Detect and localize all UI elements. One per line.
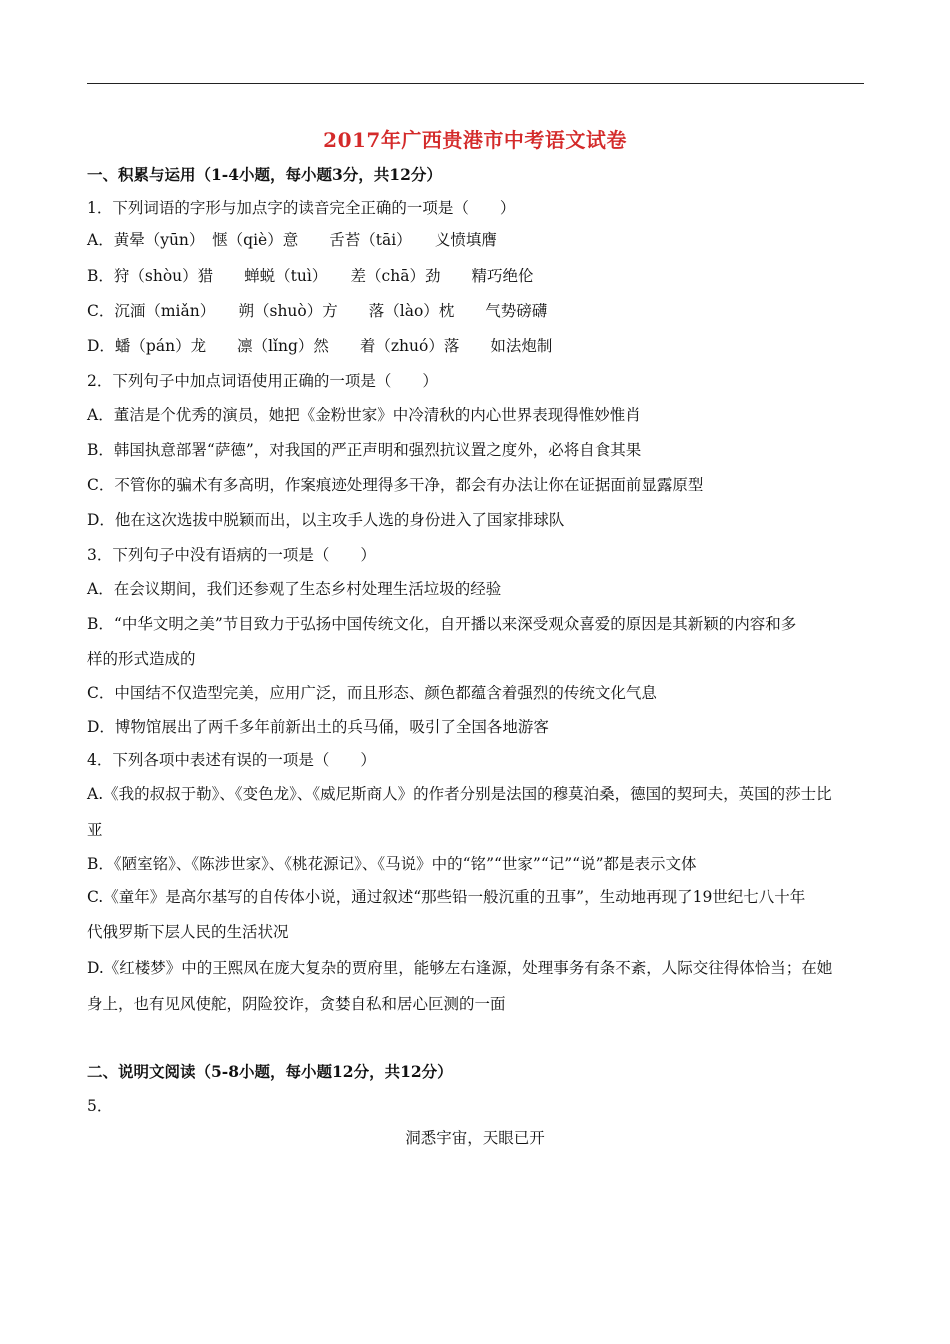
q3-option-b-line1: B．“中华文明之美”节目致力于弘扬中国传统文化，自开播以来深受观众喜爱的原因是其新颖的内容和多 [87, 615, 797, 633]
section-2-heading: 二、说明文阅读（5-8小题，每小题12分，共12分） [87, 1062, 453, 1081]
q3-option-d: D．博物馆展出了两千多年前新出土的兵马俑，吸引了全国各地游客 [87, 718, 549, 736]
page-title: 2017年广西贵港市中考语文试卷 [323, 128, 627, 152]
q1-option-c: C．沉湎（miǎn） 朔（shuò）方 落（lào）枕 气势磅礴 [87, 302, 548, 320]
q1-option-d: D．蟠（pán）龙 凛（lǐng）然 着（zhuó）落 如法炮制 [87, 337, 553, 355]
q2-option-d: D．他在这次选拔中脱颖而出，以主攻手人选的身份进入了国家排球队 [87, 511, 565, 529]
q2-option-b: B．韩国执意部署“萨德”，对我国的严正声明和强烈抗议置之度外，必将自食其果 [87, 441, 642, 459]
q2-option-a: A．董洁是个优秀的演员，她把《金粉世家》中冷清秋的内心世界表现得惟妙惟肖 [87, 406, 641, 424]
article-title: 洞悉宇宙，天眼已开 [405, 1129, 545, 1147]
section-1-heading: 一、积累与运用（1-4小题，每小题3分，共12分） [87, 165, 442, 184]
q3-option-a: A．在会议期间，我们还参观了生态乡村处理生活垃圾的经验 [87, 580, 502, 598]
q4-option-b: B．《陋室铭》、《陈涉世家》、《桃花源记》、《马说》中的“铭”“世家”“记”“说”都是表示文体 [87, 855, 697, 873]
q4-option-a-line2: 亚 [87, 821, 103, 839]
q1-stem: 1．下列词语的字形与加点字的读音完全正确的一项是（ ） [87, 199, 516, 217]
q4-stem: 4．下列各项中表述有误的一项是（ ） [87, 751, 376, 769]
q1-option-b: B．狩（shòu）猎 蝉蜕（tuì） 差（chā）劲 精巧绝伦 [87, 267, 534, 285]
q4-option-a-line1: A.《我的叔叔于勒》、《变色龙》、《威尼斯商人》的作者分别是法国的穆莫泊桑，德国的契珂夫，英国的莎士比 [87, 785, 832, 803]
q3-stem: 3．下列句子中没有语病的一项是（ ） [87, 546, 376, 564]
q3-option-b-line2: 样的形式造成的 [87, 650, 196, 668]
q5-number: 5． [87, 1097, 113, 1115]
q4-option-d-line2: 身上，也有见风使舵，阴险狡诈，贪婪自私和居心叵测的一面 [87, 995, 506, 1013]
q2-stem: 2．下列句子中加点词语使用正确的一项是（ ） [87, 372, 438, 390]
q4-option-c-line2: 代俄罗斯下层人民的生活状况 [87, 923, 289, 941]
q3-option-c: C．中国结不仅造型完美，应用广泛，而且形态、颜色都蕴含着强烈的传统文化气息 [87, 684, 657, 702]
q2-option-c: C．不管你的骗术有多高明，作案痕迹处理得多干净，都会有办法让你在证据面前显露原型 [87, 476, 704, 494]
q4-option-d-line1: D.《红楼梦》中的王熙凤在庞大复杂的贾府里，能够左右逢源，处理事务有条不紊，人际交往得体恰当；在她 [87, 959, 833, 977]
header-rule [87, 83, 864, 84]
q1-option-a: A．黄晕（yūn） 惬（qiè）意 舌苔（tāi） 义愤填膺 [87, 231, 497, 249]
q4-option-c-line1: C.《童年》是高尔基写的自传体小说，通过叙述“那些铅一般沉重的丑事”，生动地再现了19世纪七八十年 [87, 888, 806, 906]
